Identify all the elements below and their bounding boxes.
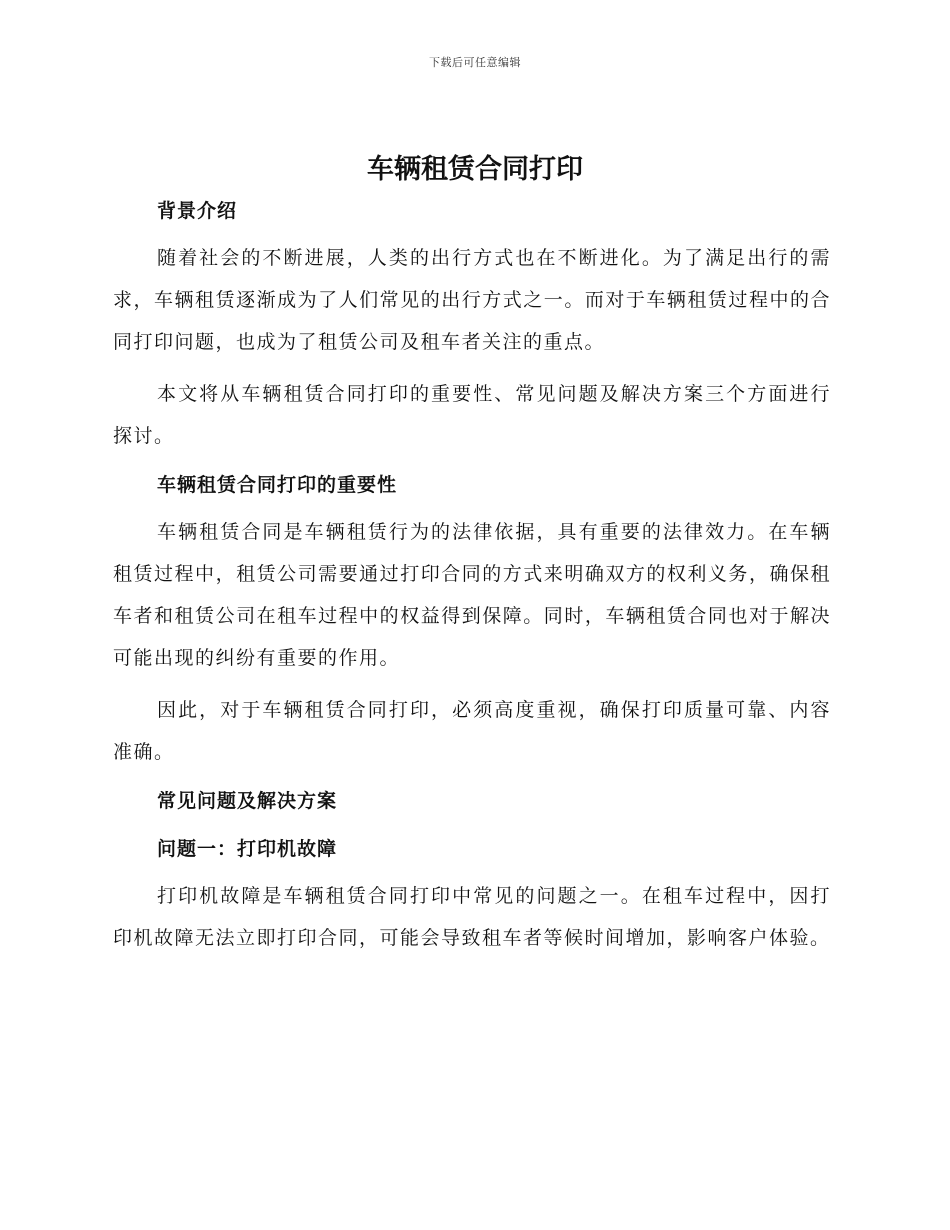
document-body (113, 195, 831, 959)
paragraph: 车辆租赁合同是车辆租赁行为的法律依据，具有重要的法律效力。在车辆租赁过程中，租赁公司需要通过打印合同的方式来明确双方的权利义务，确保租车者和租赁公司在租车过程中的权益得到保障。同时，车辆租赁合同也对于解决可能出现的纠纷有重要的作用。 (113, 521, 831, 669)
section-heading-importance: 车辆租赁合同打印的重要性 (157, 474, 398, 496)
subsection-heading-problem-one: 问题一：打印机故障 (157, 838, 338, 860)
paragraph: 因此，对于车辆租赁合同打印，必须高度重视，确保打印质量可靠、内容准确。 (113, 699, 831, 763)
paragraph: 打印机故障是车辆租赁合同打印中常见的问题之一。在租车过程中，因打印机故障无法立即打印合同，可能会导致租车者等候时间增加，影响客户体验。 (113, 885, 831, 949)
header-note: 下载后可任意编辑 (429, 56, 521, 69)
paragraph: 本文将从车辆租赁合同打印的重要性、常见问题及解决方案三个方面进行探讨。 (113, 383, 831, 447)
document-title: 车辆租赁合同打印 (367, 154, 583, 185)
paragraph: 随着社会的不断进展，人类的出行方式也在不断进化。为了满足出行的需求，车辆租赁逐渐成为了人们常见的出行方式之一。而对于车辆租赁过程中的合同打印问题，也成为了租赁公司及租车者关注的重点。 (113, 247, 831, 353)
section-heading-background: 背景介绍 (157, 200, 238, 222)
section-heading-problems: 常见问题及解决方案 (157, 790, 338, 812)
